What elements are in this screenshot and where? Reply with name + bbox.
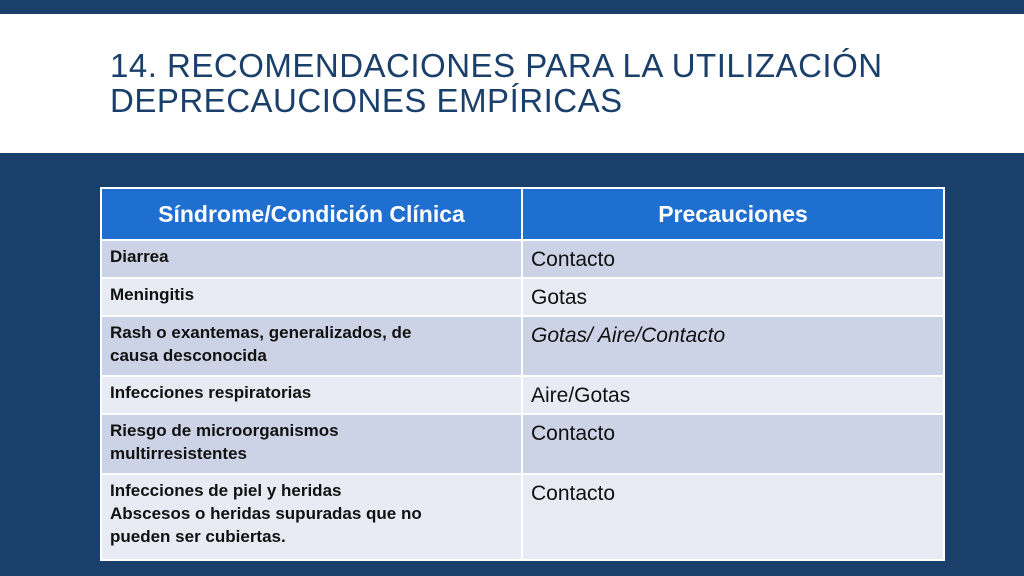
condition-cell xyxy=(101,474,522,560)
table-header-row xyxy=(101,188,944,240)
slide-title xyxy=(110,48,970,118)
condition-cell xyxy=(101,278,522,316)
header-condition: Síndrome/Condición Clínica xyxy=(101,188,522,240)
condition-cell xyxy=(101,376,522,414)
condition-text: multirresistentes xyxy=(110,444,247,463)
condition-cell xyxy=(101,414,522,474)
condition-text: Riesgo de microorganismos xyxy=(110,421,339,440)
condition-text: Rash o exantemas, generalizados, de xyxy=(110,323,412,342)
condition-text: Infecciones respiratorias xyxy=(110,383,312,402)
condition-cell xyxy=(101,316,522,376)
table-row xyxy=(101,278,944,316)
condition-cell xyxy=(101,240,522,278)
precaution-cell: Contacto xyxy=(522,240,944,278)
precaution-cell: Aire/Gotas xyxy=(522,376,944,414)
condition-text: Abscesos o heridas supuradas que no xyxy=(110,504,422,523)
table-row xyxy=(101,376,944,414)
condition-text: causa desconocida xyxy=(110,346,267,365)
table-row xyxy=(101,414,944,474)
table-row xyxy=(101,316,944,376)
condition-text: Infecciones de piel y heridas xyxy=(110,481,342,500)
precaution-cell: Gotas/ Aire/Contacto xyxy=(522,316,944,376)
slide-title-line-2: DEPRECAUCIONES EMPÍRICAS xyxy=(110,82,623,119)
condition-text: Meningitis xyxy=(110,285,195,304)
table-row xyxy=(101,474,944,560)
precaution-cell: Contacto xyxy=(522,414,944,474)
precautions-table xyxy=(100,187,945,561)
table-row xyxy=(101,240,944,278)
precaution-cell: Contacto xyxy=(522,474,944,560)
header-precautions: Precauciones xyxy=(522,188,944,240)
condition-text: Diarrea xyxy=(110,247,169,266)
condition-text: pueden ser cubiertas. xyxy=(110,527,286,546)
slide-title-line-1: 14. RECOMENDACIONES PARA LA UTILIZACIÓN xyxy=(110,47,883,84)
precaution-cell: Gotas xyxy=(522,278,944,316)
